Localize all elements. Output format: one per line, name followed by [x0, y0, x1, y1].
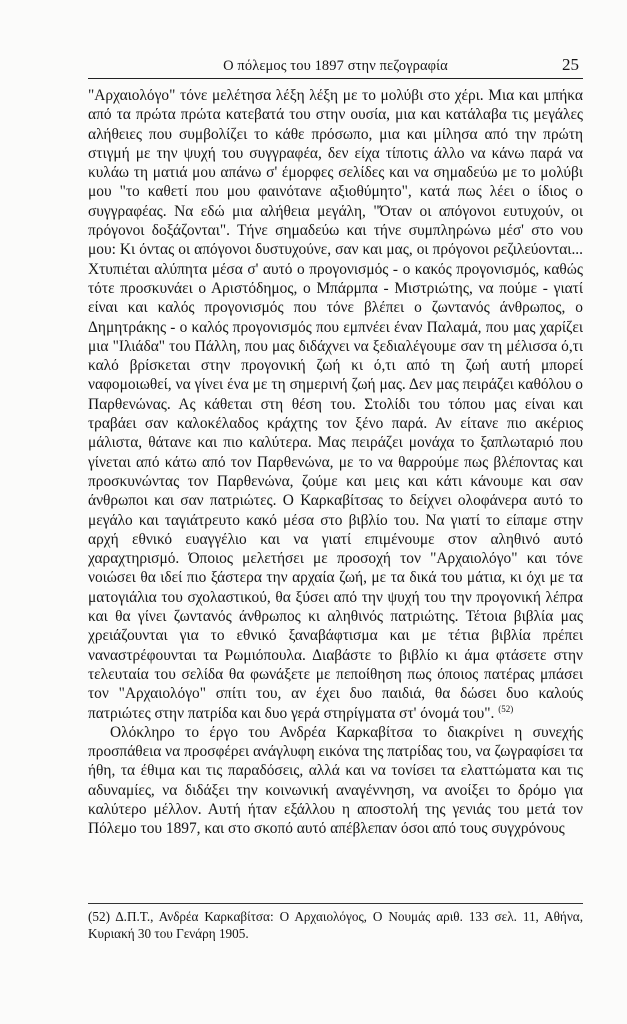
paragraph-quote-text: "Αρχαιολόγο" τόνε μελέτησα λέξη λέξη με το μολύβι στο χέρι. Μια και μπήκα από τα πρώτα πρώτα κατεβατά του στην ουσία, μια και κατάλαβα τις μεγάλες αλήθειες που συμβολίζει το κάθε πρόσωπο, μια και μίλησα από την πρώτη στιγμή με την ψυχή του συγγραφέα, δεν είχα τίποτις άλλο να κάνω παρά να κυλάω τη ματιά μου απάνω σ' έμορφες σελίδες και να σημαδεύω με το μολύβι μου "το καθετί που μου φαινότανε αξιοθύμητο", κατά πως λέει ο ίδιος ο συγγραφέας. Να εδώ μια αλήθεια μεγάλη, "Όταν οι απόγονοι ευτυχούν, οι πρόγονοι δοξάζονται". Τήνε σημαδεύω και τήνε συμπληρώνω μέσ' στο νου μου: Κι όντας οι απόγονοι δυστυχούνε, σαν και μας, οι πρόγονοι ρεζιλεύονται... Χτυπιέται αλύπητα μέσα σ' αυτό ο προγονισμός - ο κακός προγονισμός, καθώς τότε προσκυνάει ο Αριστόδημος, ο Μπάρμπα - Μιστριώτης, να πούμε - γιατί είναι και καλός προγονισμός που τόνε βλέπει ο ζωντανός άνθρωπος, ο Δημητράκης - ο καλός προγονισμός που εμπνέει έναν Παλαμά, που μας χαρίζει μια "Ιλιάδα" του Πάλλη, που μας διδάχνει να ξεδιαλέγουμε σαν τη μέλισσα ό,τι καλό βρίσκεται στην προγονική ζωή κι ό,τι από τη ζωή αυτή μπορεί ναφομοιωθεί, να γίνει ένα με τη σημερινή ζωή μας. Δεν μας πειράζει καθόλου ο Παρθενώνας. Ας κάθεται στη θέση του. Στολίδι του τόπου μας είναι και τραβάει σαν καλοκέλαδος κράχτης τον ξένο παρά. Αν είτανε πιο ακέριος μάλιστα, θάτανε και πιο καλύτερα. Μας πειράζει μονάχα το ξαπλωταριό που γίνεται από κάτω από τον Παρθενώνα, με το να θαρρούμε πως βλέποντας και προσκυνώντας τον Παρθενώνα, ζούμε και μεις και κάτι κάνουμε και σαν άνθρωποι και σαν πατριώτες. Ο Καρκαβίτσας το δείχνει ολοφάνερα αυτό το μεγάλο και ταγιάτρευτο κακό μέσα στο βιβλίο του. Να γιατί το είπαμε στην αρχή εθνικό ευαγγέλιο και να γιατί επιμένουμε στον αληθινό αυτό χαραχτηρισμό. Όποιος μελετήσει με προσοχή τον "Αρχαιολόγο" και τόνε νοιώσει θα ιδεί πιο ξάστερα την αρχαία ζωή, με τα δικά του μάτια, κι όχι με τα ματογιάλια του σχολαστικού, θα ξύσει από την ψυχή του την προγονική λέπρα και θα γίνει ζωντανός άνθρωπος κι αληθινός πατριώτης. Τέτοια βιβλία μας χρειάζουνται για το εθνικό ξαναβάφτισμα και με τέτια βιβλία πρέπει ναναστρέφουνται τα Ρωμιόπουλα. Διαβάστε το βιβλίο κι άμα φτάσετε στην τελευταία του σελίδα θα φωνάξετε με πεποίθηση πως όποιος πατέρας μπάσει τον "Αρχαιολόγο" σπίτι του, αν έχει δυο παιδιά, θα δώσει δυο καλούς πατριώτες στην πατρίδα και δυο γερά στηρίγματα στ' όνομά του". [88, 87, 583, 722]
page-number: 25 [562, 55, 579, 74]
paragraph-quote [88, 86, 583, 723]
footnote-rule [88, 903, 583, 904]
paragraph-body: Ολόκληρο το έργο του Ανδρέα Καρκαβίτσα το διακρίνει η συνεχής προσπάθεια να προσφέρει ανάγλυφη εικόνα της πατρίδας του, να ζωγραφίσει τα ήθη, τα έθιμα και τις παραδόσεις, αλλά και να τονίσει τα ελαττώματα και τις αδυναμίες, να διδάξει την κοινωνική αναγέννηση, να ανοίξει το δρόμο για καλύτερο μέλλον. Αυτή ήταν εξάλλου η αποστολή της γενιάς του μετά τον Πόλεμο του 1897, και στο σκοπό αυτό απέβλεπαν όσοι από τους συγχρόνους [88, 723, 583, 838]
running-title: Ο πόλεμος του 1897 στην πεζογραφία [223, 58, 448, 74]
footnote-reference: (52) [498, 703, 514, 714]
page-header [88, 52, 583, 76]
footnote-text: (52) Δ.Π.Τ., Ανδρέα Καρκαβίτσα: Ο Αρχαιολόγος, Ο Νουμάς αριθ. 133 σελ. 11, Αθήνα, Κυριακή 30 του Γενάρη 1905. [88, 909, 583, 941]
header-rule [88, 78, 583, 79]
body-text [88, 86, 583, 839]
